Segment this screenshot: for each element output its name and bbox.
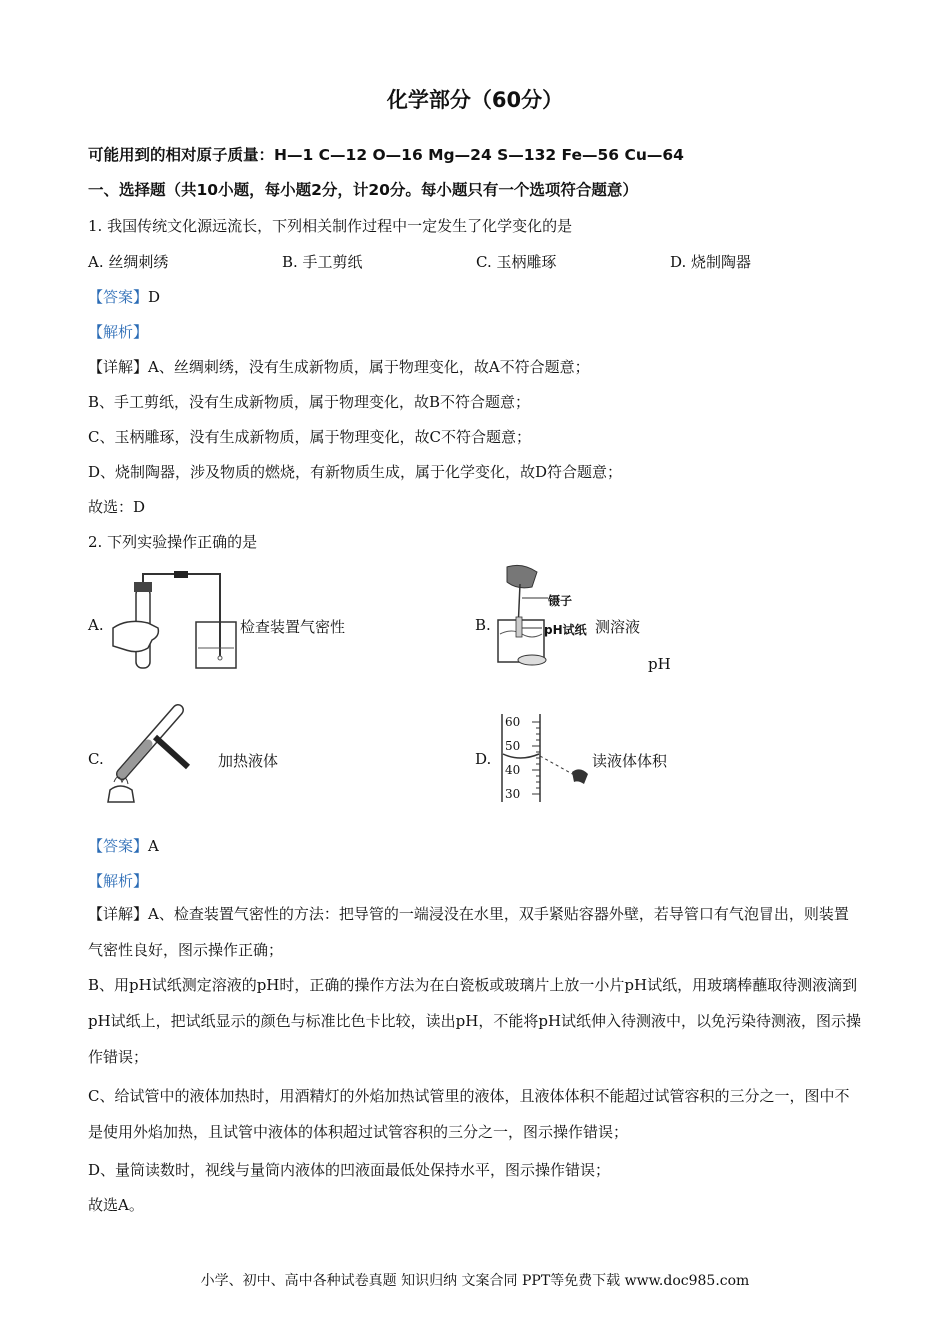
q2-optD-caption: 读液体体积 — [592, 752, 668, 770]
q2-analysis-tag: 【解析】 — [88, 872, 149, 890]
q1-analysis-tag: 【解析】 — [88, 323, 149, 341]
q2-detail-d: D、量筒读数时，视线与量筒内液体的凹液面最低处保持水平，图示操作错误； — [88, 1161, 611, 1179]
heating-liquid-figure — [100, 702, 210, 804]
q1-option-b: B. 手工剪纸 — [282, 253, 363, 271]
answer-tag: 【答案】 — [88, 837, 149, 855]
meniscus — [503, 754, 539, 758]
q2-optA-caption: 检查装置气密性 — [240, 618, 346, 636]
page-title: 化学部分（60分） — [386, 88, 564, 112]
q1-answer — [88, 286, 160, 307]
alcohol-lamp — [108, 786, 134, 802]
q2-optD-letter: D. — [475, 750, 492, 768]
ph-test-figure — [492, 562, 592, 672]
bubble — [218, 656, 222, 660]
q2-answer — [88, 835, 159, 856]
sight-line — [540, 756, 576, 776]
answer-value: D — [148, 288, 161, 306]
airtightness-check-figure — [108, 568, 238, 672]
answer-value: A — [148, 837, 159, 855]
section-heading: 一、选择题（共10小题，每小题2分，计20分。每小题只有一个选项符合题意） — [88, 181, 638, 199]
test-tube-holder — [155, 737, 188, 767]
label-tweezers: 镊子 — [548, 594, 573, 608]
q2-optC-caption: 加热液体 — [218, 752, 279, 770]
q1-option-d: D. 烧制陶器 — [670, 253, 752, 271]
q2-detail-b: B、用pH试纸测定溶液的pH时，正确的操作方法为在白瓷板或玻璃片上放一小片pH试纸，用玻璃棒蘸取待测液滴到pH试纸上，把试纸显示的颜色与标准比色卡比较，读出pH，不能将pH试纸伸入待测液中，以免污染待测液，图示操作错误； — [88, 976, 862, 1066]
q1-conclusion: 故选：D — [88, 498, 146, 516]
q1-option-a: A. 丝绸刺绣 — [88, 253, 169, 271]
footer: 小学、初中、高中各种试卷真题 知识归纳 文案合同 PPT等免费下载 www.doc985.com — [200, 1273, 750, 1289]
q2-optC-letter: C. — [88, 750, 104, 768]
tick-50: 50 — [505, 739, 521, 753]
hand-holding — [507, 565, 537, 587]
q2-optA-letter: A. — [88, 616, 104, 634]
tick-30: 30 — [505, 787, 521, 801]
q1-detail-a — [88, 356, 590, 377]
q1-detail-b: B、手工剪纸，没有生成新物质，属于物理变化，故B不符合题意； — [88, 393, 531, 411]
stopper — [134, 582, 152, 592]
tick-40: 40 — [505, 763, 521, 777]
ph-paper — [516, 617, 522, 637]
tick-60: 60 — [505, 715, 521, 729]
eye-icon — [518, 655, 546, 665]
delivery-tube — [143, 574, 220, 656]
hand — [113, 621, 158, 651]
label-ph-paper: pH试纸 — [544, 623, 587, 637]
q1-detail-c: C、玉柄雕琢，没有生成新物质，属于物理变化，故C不符合题意； — [88, 428, 531, 446]
tube-connector — [174, 571, 188, 578]
atomic-masses: 可能用到的相对原子质量：H—1 C—12 O—16 Mg—24 S—132 Fe—56 Cu—64 — [88, 146, 684, 164]
q1-stem: 1. 我国传统文化源远流长，下列相关制作过程中一定发生了化学变化的是 — [88, 217, 573, 235]
eye-icon — [572, 769, 588, 784]
q2-optB-letter: B. — [475, 616, 491, 634]
liquid — [122, 744, 148, 774]
q2-detail-a — [88, 896, 863, 968]
q1-detail-d: D、烧制陶器，涉及物质的燃烧，有新物质生成，属于化学变化，故D符合题意； — [88, 463, 623, 481]
detail-tag: 【详解】 — [88, 358, 149, 376]
detail-line: A、丝绸刺绣，没有生成新物质，属于物理变化，故A不符合题意； — [148, 358, 590, 376]
q2-optB-caption-ph: pH — [648, 655, 671, 673]
q2-conclusion: 故选A。 — [88, 1196, 144, 1214]
q2-optB-caption: 测溶液 — [595, 618, 641, 636]
q1-option-c: C. 玉柄雕琢 — [476, 253, 557, 271]
q2-detail-c: C、给试管中的液体加热时，用酒精灯的外焰加热试管里的液体，且液体体积不能超过试管容积的三分之一，图中不是使用外焰加热，且试管中液体的体积超过试管容积的三分之一，图示操作错误； — [88, 1087, 850, 1141]
q2-stem: 2. 下列实验操作正确的是 — [88, 533, 258, 551]
answer-tag: 【答案】 — [88, 288, 149, 306]
scale-ticks — [532, 722, 540, 794]
detail-text: A、检查装置气密性的方法：把导管的一端浸没在水里，双手紧贴容器外壁，若导管口有气泡冒出，则装置气密性良好，图示操作正确； — [88, 905, 849, 959]
detail-tag: 【详解】 — [88, 905, 149, 923]
beaker — [196, 622, 236, 668]
